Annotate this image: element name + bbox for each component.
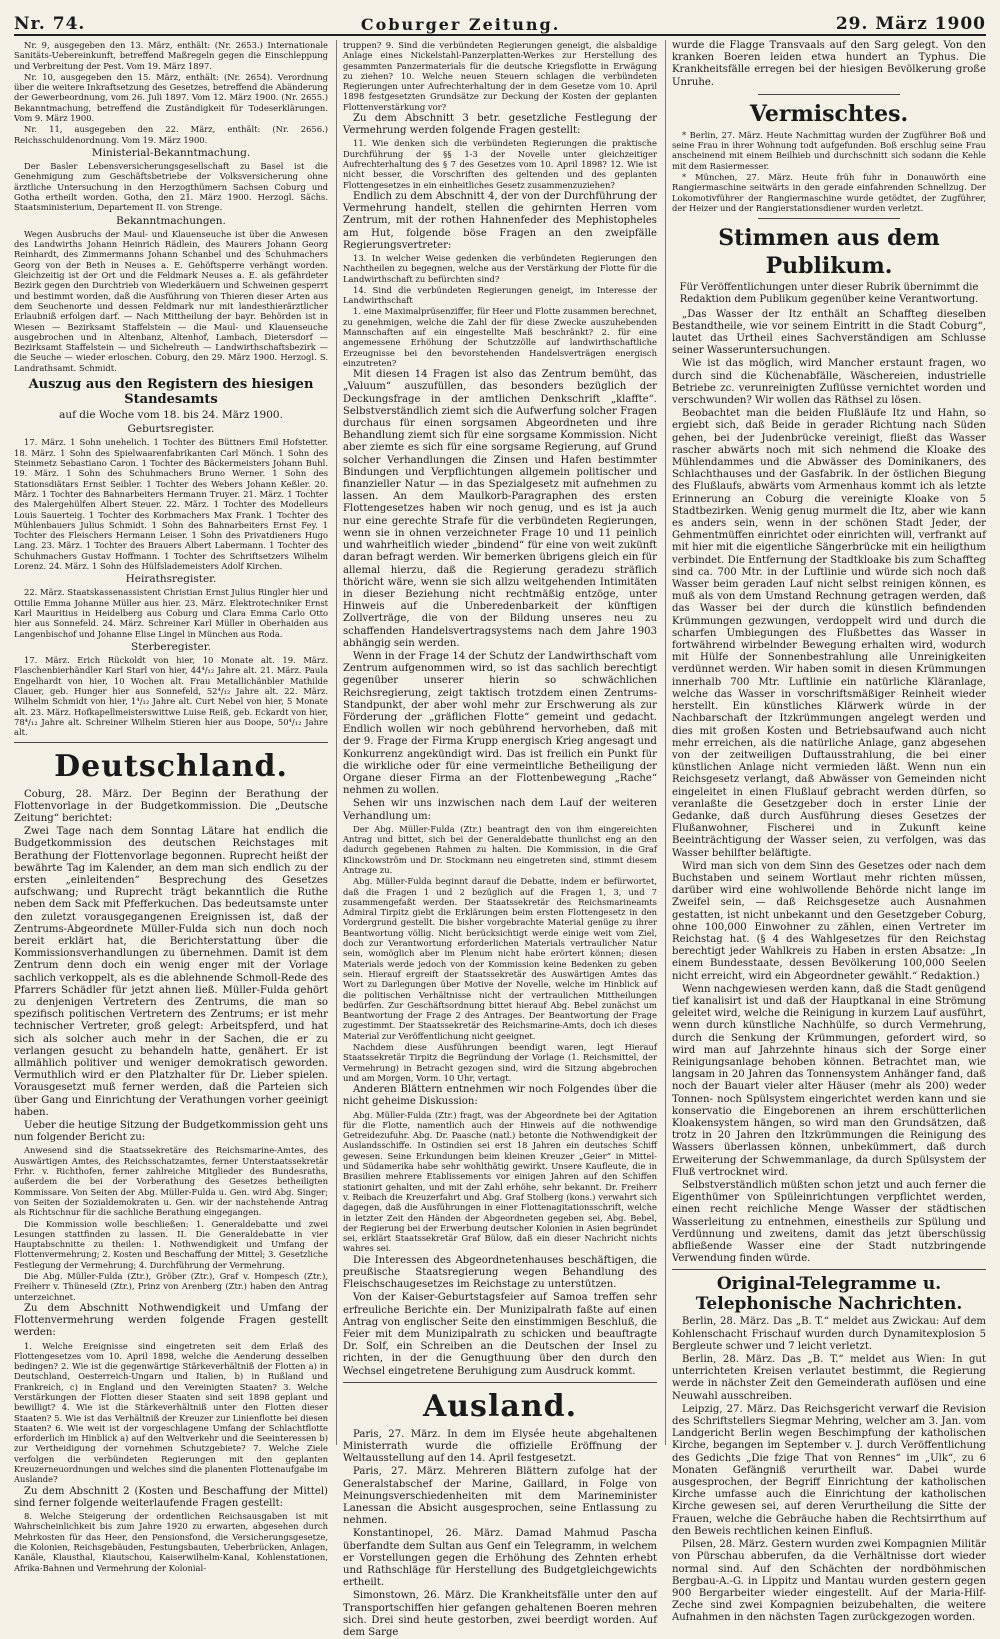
paragraph: * Berlin, 27. März. Heute Nachmittag wurden der Zugführer Boß und seine Frau in ihrer Wohnung todt aufgefunden. Boß erschlug seine Frau anscheinend mit einem Beilhieb und durchschnitt sich sodann die Kehle mit dem Rasiermesser. bbox=[672, 129, 986, 171]
issue-number: Nr. 74. bbox=[14, 14, 86, 34]
issue-date: 29. März 1900 bbox=[835, 14, 986, 34]
paragraph: Paris, 27. März. Mehreren Blättern zufolge hat der Generalstabschef der Marine, Gaillard, in Folge von Meinungsverschiedenheiten mit dem Marineminister Lanessan die Absicht ausgesprochen, seine Entlassung zu nehmen. bbox=[343, 1466, 657, 1527]
paragraph: Nachdem diese Ausführungen beendigt waren, legt Hierauf Staatssekretär Tirpitz die Begründung der Vorlage (1. Reichsmittel, der Vermehrung) in Betracht gezogen sind, wird die Sitzung abgebrochen und am Morgen, Vorm. 10 Uhr, vertagt. bbox=[343, 1042, 657, 1083]
registry-subheading: auf die Woche vom 18. bis 24. März 1900. bbox=[59, 409, 283, 422]
paragraph: 14. Sind die verbündeten Regierungen geneigt, im Interesse der Landwirthschaft bbox=[343, 284, 657, 306]
paragraph: Wie ist das möglich, wird Mancher erstaunt fragen, wo durch sind die Küchenabfälle, Wäschereien, industrielle Betriebe zc. verunreinigten Zuflüsse vernichtet worden und verschwunden? Wir wollen das Räthsel zu lösen. bbox=[672, 358, 986, 407]
paragraph: 17. März. 1 Sohn unehelich. 1 Tochter des Büttners Emil Hofstetter. 18. März. 1 Sohn des Spielwaarenfabrikanten Carl Mönch. 1 Sohn des Steinmetz Sebastiano Caron. 1 Tochter des Bäckermeisters Johann Buhl. 19. März. 1 Sohn des Schuhmachers Bruno Werner. 1 Sohn des Stationsdiätars Ernst Seibler. 1 Tochter des Webers Johann Keßler. 20. März. 1 Tochter des Bahnarbeiters Hermann Truyer. 21. März. 1 Tochter des Malergehülfen Albert Steuer. 22. März. 1 Tochter des Modelleurs Louis Sauerteig. 1 Tochter des Korbmachers Max Frank. 1 Tochter des Mühlenbauers Julius Schmidt. 1 Sohn des Bahnarbeiters Ernst Fey. 1 Tochter des Fleischers Hermann Leiser. 1 Sohn des Privatdieners Hugo Lang. 23. März. 1 Tochter des Brauers Albert Labermann. 1 Tochter des Schuhmachers Gustav Hoffmann. 1 Tochter des Schriftsetzers Wilhelm Lorenz. 24. März. 1 Sohn des Hülfslademeisters Adolf Kirchen. bbox=[14, 437, 328, 571]
paragraph: truppen? 9. Sind die verbündeten Regierungen geneigt, die alsbaldige Anlage eines Nickelstahl-Panzerplatten-Werkes zur Herstellung des gesammten Panzermaterials für die deutsche Kriegsflotte in Erwägung zu ziehen? 10. Welche neuen Steuern schlagen die verbündeten Regierungen unter Aufrechterhaltung der in dem Gesetze vom 10. April 1898 festgesetzten Grundsätze zur Deckung der Kosten der geplanten Flottenverstärkung vor? bbox=[343, 40, 657, 112]
divider bbox=[343, 1382, 657, 1383]
death-register-heading: Sterberegister. bbox=[131, 640, 211, 653]
paragraph: Anwesend sind die Staatssekretäre des Reichsmarine-Amtes, des Auswärtigen Amtes, des Reichsschatzamtes, ferner Unterstaatssekretär Frhr. v. Richthofen, ferner zahlreiche Mitglieder des Bundesraths, außerdem die bei der Vorberathung des Gesetzes betheiligten Kommissare. Von Seiten der Abg. Müller-Fulda u. Gen. wird Abg. Singer; von Seiten der Sozialdemokraten u. Gen. wir der nachstehende Antrag als Richtschnur für die sachliche Berathung eingegangen. bbox=[14, 1145, 328, 1218]
paragraph: Nr. 11, ausgegeben den 22. März, enthält: (Nr. 2656.) Reichsschuldenordnung. Vom 19. März 1900. bbox=[14, 124, 328, 145]
section-title-ausland: Ausland. bbox=[422, 1388, 578, 1424]
paragraph: Coburg, 28. März. Der Beginn der Berathung der Flottenvorlage in der Budgetkommission. Die „Deutsche Zeitung“ berichtet: bbox=[14, 788, 328, 824]
paragraph: Abg. Müller-Fulda beginnt darauf die Debatte, indem er befürwortet, daß die Fragen 1 und 2 bezüglich auf die Fragen 1, 3, und 7 zusammengefaßt werden. Der Staatssekretär des Reichsmarineamts Admiral Tirpitz giebt die Erklärungen beim ersten Flottengesetz in den Vordergrund gestellt. Die bisher vorgebrachte Material genüge zu ihrer Beantwortung völlig. Nicht berücksichtigt werde einige weit vom Ziel, doch zur Verantwortung erforderlichen Materials vertraulicher Natur sein, womöglich aber im Plenum nicht habe erörtert können; diesen Materials werde jedoch von der Kommission keine Bedenken zu geben sein. Hierauf ergreift der Staatssekretär des Auswärtigen Amtes das Wort zu Darlegungen über Motive der Novelle, welche im Hinblick auf die politischen Verhältnisse nicht der vertraulichen Mittheilungen bedürfen. Zur Geschäftsordnung bittet hierauf Abg. Bebel zunächst um Beantwortung der Frage 2 des Antrages. Der Beantwortung der Frage zugestimmt. Der Staatssekretär des Reichsmarine-Amts, doch ich dieses Material zur Veröffentlichung nicht geeignet. bbox=[343, 876, 657, 1041]
paragraph: 13. In welcher Weise gedenken die verbündeten Regierungen den Nachtheilen zu begegnen, welche aus der Verstärkung der Flotte für die Landwirthschaft zu befürchten sind? bbox=[343, 252, 657, 284]
paragraph: Ueber die heutige Sitzung der Budgetkommission geht uns nun folgender Bericht zu: bbox=[14, 1120, 328, 1144]
section-heading: Ministerial-Bekanntmachung. bbox=[91, 146, 251, 159]
paragraph: 1. Welche Ereignisse sind eingetreten seit dem Erlaß des Flottengesetzes vom 10. April 1898, welche die Aenderung desselben bedingen? 2. Wie ist die gegenwärtige Stärkeverhältniß der Flotten a) in Deutschland, Oesterreich-Ungarn und Italien, b) in Rußland und Frankreich, c) in England und den Vereinigten Staaten? 3. Welche Verstärkungen der Flotten dieser Staaten sind seit 1898 geplant und bewilligt? 4. Wie ist die Stärkeverhältniß unter den Flotten dieser Staaten? 5. Wie ist das Verhältniß der Kreuzer zur Linienflotte bei diesen Staaten? 6. Wie weit ist der vorgeschlagene Umfang der Schlachtflotte erforderlich im Hinblick a) auf den Weltverkehr und die Seeinteressen b) zur Vertheidigung der vornehmen Schutzgebiete? 7. Welche Ziele verfolgen die verbündeten Regierungen mit den geplanten Kreuzerneuordnungen und welches sind die planenten Flottenaufgabe im Auslande? bbox=[14, 1340, 328, 1485]
paragraph: Die Abg. Müller-Fulda (Ztr.), Gröber (Ztr.), Graf v. Hompesch (Ztr.), Freiherr v. Thüneseld (Ztr.), Prinz von Arenberg (Ztr.) haben den Antrag unterzeichnet. bbox=[14, 1271, 328, 1302]
divider bbox=[672, 1269, 986, 1270]
paragraph: Berlin, 28. März. Das „B. T.“ meldet aus Wien: In gut unterrichteten Kreisen verlautet bestimmt, die Regierung werde in nächster Zeit den Gemeinderath auflösen und eine Neuwahl ausschreiben. bbox=[672, 1354, 986, 1402]
paragraph: Berlin, 28. März. Das „B. T.“ meldet aus Zwickau: Auf dem Kohlenschacht Frischauf wurden durch Dynamitexplosion 5 Bergleute schwer und 7 leicht verletzt. bbox=[672, 1316, 986, 1352]
paragraph: Abg. Müller-Fulda (Ztr.) fragt, was der Abgeordnete bei der Agitation für die Flotte, namentlich auch der Hinweis auf die nothwendige Getreidezufuhr. Abg. Dr. Paasche (natl.) betonte die Nothwendigkeit der Auslandsschiffe. In Ostindien sei erst 18 Jahren ein deutsches Schiff gewesen. Seine Erkundungen beim kleinen Kreuzer „Geier“ in Mittel- und Südamerika habe sehr wohlthätig gewirkt. Unsere Kaufleute, die in Brasilien mehrere Etablissements vor einigen Jahren auf den Schiffen stationirt gehalten, und mit der Zahl erhöhe, sehr bekannt. Dr. Freiherr v. Reibach die Kreuzerfahrt und Abg. Graf Stolberg (kons.) verwahrt sich dagegen, daß die Ausführungen in einer Flottenagitationsschrift, welche in letzter Zeit den Händen der Abgeordneten gegeben sei, Abg. Bebel, der Regierung bei der Erwerbung deutscher Kolonien in Asien begründet sei, erklärt Staatssekretär Graf Bülow, daß ein dieser Nachricht nichts wahres sei. bbox=[343, 1109, 657, 1254]
paragraph: Zwei Tage nach dem Sonntag Lätare hat endlich die Budgetkommission des deutschen Reichstages mit Berathung der Flottenvorlage begonnen. Ruprecht heißt der bewährte Tag im Kalender, an dem man sich endlich zu der ersten „einleitenden“ Besprechung des Gesetzes aufschwang; und Ruprecht trägt bekanntlich die Ruthe neben dem Sack mit Pfefferkuchen. Das bedeutsamste unter den zuletzt vorausgegangenen Ereignissen ist, daß der Zentrums-Abgeordnete Müller-Fulda sich nun doch noch bereit erklärt hat, die Berichterstattung über die Kommissionsverhandlungen zu übernehmen. Damit ist dem Zentrum denn doch ein wenig enger mit der Vorlage sachlich verkoppelt, als es die ablehnende Schmoll-Rede des Pfarrers Schädler für jetzt ahnen ließ. Müller-Fulda gehört zu denjenigen Vertretern des Zentrums, die man so spezifisch politischen Vertretern des Zentrums; er ist mehr technischer Vertreter, groß gelegt: Arbeitspferd, und hat sich als solcher auch mehr in der Sachen, die er zu verlangen gesucht zu behandeln hatte, genähert. Er ist allmählich politiver und weniger demokratisch geworden. Vermuthlich wird er den Platzhalter für Dr. Lieber spielen. Vorausgesetzt muß ferner werden, daß die Parteien sich über Gang und Einrichtung der Verathungen vorher geeinigt haben. bbox=[14, 826, 328, 1118]
paragraph: wurde die Flagge Transvaals auf den Sarg gelegt. Von den kranken Boeren leiden etwa hundert an Typhus. Die Krankheitsfälle erregen bei der hiesigen Bevölkerung große Unruhe. bbox=[672, 40, 986, 88]
masthead bbox=[14, 8, 986, 36]
paragraph: * München, 27. März. Heute früh fuhr in Donauwörth eine Rangiermaschine seitwärts in den gerade einfahrenden Schnellzug. Der Lokomotivführer der Rangiermaschine wurde getödtet, der Zugführer, der Heizer und der Rangierstationsdiener wurden verletzt. bbox=[672, 172, 986, 213]
paragraph: Wenn nachgewiesen werden kann, daß die Stadt genügend tief kanalisirt ist und daß der Hauptkanal in eine Strömung geleitet wird, welche die Reinigung in kurzem Lauf ausführt, wenn durch künstliche Nachhülfe, so durch Vermehrung, durch die Senkung der Krümmungen, gefordert wird, so wird man auf Jahrzehnte hinaus sich der Sorge einer Reinigungsanlage behoben können. Betrachtet man, wie langsam in 20 Jahren das Tonnensystem Anhänger fand, daß noch der Bauart vieler alter Häuser (mehr als 200) weder Tonnen- noch Spülsystem eingerichtet werden kann und sie konservatio die Eingeborenen an ihrem erschütterlichen Kloakensystem hängen, so wird man den Grundsätzen, daß trotz in 20 Jahren den Itzkrümmungen die Reinigung des Wassers überlassen können, unbekümmert, daß durch Erweiterung der Schwemmanlage, da durch Spülsystem der Fluß vertrocknet wird. bbox=[672, 983, 986, 1178]
column-2 bbox=[336, 40, 657, 1639]
section-title-telegramme: Original-Telegramme u. Telephonische Nachrichten. bbox=[695, 1274, 963, 1315]
paragraph: Zu dem Abschnitt 2 (Kosten und Beschaffung der Mittel) sind ferner folgende weiterlaufende Fragen gestellt: bbox=[14, 1485, 328, 1509]
paragraph: Von der Kaiser-Geburtstagsfeier auf Samoa treffen sehr erfreuliche Berichte ein. Der Munizipalrath faßte auf einen Antrag von englischer Seite den einstimmigen Beschluß, die Feier mit dem Munizipalrath zu schicken und beauftragte Dr. Solf, ein Schreiben an die Deutschen der Insel zu richten, in der die Genugthuung über den durch den Wechsel eingetretene Beruhigung zum Ausdruck kommt. bbox=[343, 1292, 657, 1377]
section-title-stimmen: Stimmen aus dem Publikum. bbox=[718, 225, 940, 280]
paragraph: „Das Wasser der Itz enthält an Schaffteg dieselben Bestandtheile, wie vor seinem Eintritt in die Stadt Coburg“, lautet das Urtheil eines Sachverständigen am Schlusse seiner Wasseruntersuchungen. bbox=[672, 308, 986, 357]
marriage-register-heading: Heirathsregister. bbox=[125, 573, 217, 586]
column-1 bbox=[14, 40, 328, 1573]
paragraph: Mit diesen 14 Fragen ist also das Zentrum bemüht, das „Valuum“ auszufüllen, das besonders bezüglich der Deckungsfrage in der amtlichen Denkschrift „klaffte“. Selbstverständlich ziemt sich die Aufwerfung solcher Fragen durchaus für einen sorgsamen Abgeordneten und ihre Behandlung ziemt sich für eine sorgsame Kommission. Nicht aber ziemte es sich für eine sorgsame Regierung, auf Grund solcher Verhandlungen die Zinsen und Hafen bestimmter Bindungen und Verpflichtungen allgemein politischer und finanzieller Natur — in das Spezialgesetz mit aufnehmen zu lassen. An dem Maulkorb-Paragraphen des ersten Flottengesetzes haben wir noch genug, und es ist ja auch nur eine gerechte Strafe für die verbündeten Regierungen, wenn sie in ohnen verzeichneter Frage 10 und 11 peinlich und wahrheitlich wieder „bindend“ für eine von weit zukünft daran befragt werden. Wir bemerken übrigens gleich ein für allemal hierzu, daß die Regierung geradezu sträflich thöricht wäre, wenn sie sich allzu weitgehenden Intimitäten in dieser Beziehung nicht rechtmäßig entzöge, unter Hinweis auf die Unberedenbarkeit der künftigen Zollverträge, die von der Bildung unseres neu zu schaffenden Handelsvertragsystems nach dem Jahre 1903 abhängig sein werden. bbox=[343, 369, 657, 649]
paragraph: Nr. 10, ausgegeben den 15. März, enthält: (Nr. 2654). Verordnung über die weitere Inkraftsetzung des Gesetzes, betreffend die Abänderung der Gewerbeordnung, vom 26. Juli 1897. Vom 12. März 1900. (Nr. 2655.) Bekanntmachung, betreffend die Zuständigkeit für Todeserklärungen. Vom 9. März 1900. bbox=[14, 71, 328, 124]
paragraph: 17. März. Erich Rückoldt von hier, 10 Monate alt. 19. März. Flaschenbierhändler Karl Starl von hier, 44⁴/₁₂ Jahre alt. 21. März. Paula Engelhardt von hier, 10 Wochen alt. Frau Metallichänbler Mathilde Clauer, geb. Hunger hier aus Sonnefeld, 52⁴/₁₂ Jahre alt. 22. März. Wilhelm Schmidt von hier, 1⁴/₁₂ Jahre alt. Curt Nebel von hier, 5 Monate alt. 23. März. Hofkapellmeisterswittwe Luise Reiß, geb. Eckardt von hier, 78⁴/₁₂ Jahre alt. Schreiner Wilhelm Stieren hier aus Doope, 50⁴/₁₂ Jahre alt. bbox=[14, 655, 328, 738]
registry-heading: Auszug aus den Registern des hiesigen Standesamts bbox=[28, 377, 314, 408]
paragraph: Wegen Ausbruchs der Maul- und Klauenseuche ist über die Anwesen des Landwirths Johann Heinrich Rädlein, des Maurers Johann Georg Reinhardt, des Zimmermanns Johann Schanbel und des Schuhmachers Georg von der Beth in Neuses a. E. Gehöftsperre verhängt worden. Gleichzeitig ist der Ort und die Feldmark Neuses a. E. als gefährdeter Bezirk gegen den Durchtrieb von Wiederkäuern und Schweinen gesperrt und bestimmt worden, daß die Ausführung von Thieren dieser Arten aus dem Seuchenorte und dessen Feldmark nur mit landesthierärztlicher Erlaubniß erfolgen darf. — Nach Mittheilung der bayr. Behörden ist in Wiesen — Bezirksamt Staffelstein — die Maul- und Klauenseuche ausgebrochen und in Altenbanz, Altenhof, Lambach, Dietersdorf — Bezirksamt Staffelstein — und Sichelreuth — Landwirthschaftsbezirk — die Seuche — wieder erloschen. Coburg, den 29. März 1900. Herzogl. S. Landrathsamt. Schmidt. bbox=[14, 228, 328, 373]
editorial-note: Für Veröffentlichungen unter dieser Rubrik übernimmt die Redaktion dem Publikum gegenüber keine Verantwortung. bbox=[679, 282, 979, 306]
paragraph: 8. Welche Steigerung der ordentlichen Reichsausgaben ist mit Wahrscheinlichkeit bis zum Jahre 1920 zu erwarten, abgesehen durch Mehrkosten für das Heer, den Pensionsfond, die Versicherungsgesetze, die Kolonien, Reichsgebäuden, Festungsbauten, Ueberbrücken, Anlagen, Kanäle, Klausthal, Kiautschou, Kaiserwilhelm-Kanal, Kohlenstationen, Afrika-Bahnen und Vermehrung der Kolonial- bbox=[14, 1511, 328, 1573]
section-heading: Bekanntmachungen. bbox=[116, 214, 226, 227]
paragraph: Endlich zu dem Abschnitt 4, der von der Durchführung der Vermehrung handelt, stellen die gehirnten Herren vom Zentrum, mit der rothen Hahnenfeder des Mephistopheles am Hut, folgende böse Fragen an den zweipfälle Regierungsvertreter: bbox=[343, 190, 657, 251]
divider bbox=[14, 742, 328, 743]
paragraph: Beobachtet man die beiden Flußläufe Itz und Hahn, so ergiebt sich, daß Beide in gerader Richtung nach Süden gehen, bei der Judenbrücke vereinigt, fließt das Wasser rascher abwärts noch mit sich nehmend die Kloake des Mühlendammes und die Abwässer des Dominikaners, des Schlachthauses und der Gasfabrik. In der östlichen Biegung des Flußlaufs, abwärts vom Armenhaus kommt ich als letzte Erinnerung an Coburg die vereinigte Kloake von 5 Stadtbezirken. Wenig genug murmelt die Itz, aber wie kann es anders sein, wenn in der schönen Stadt Jeder, der Gehmentmüffen einrichtet oder einrichten will, verfrankt auf mit hier mit die eigentliche Sängerbrücke mit ein heiligthum verbindet. Die Entfernung der Stadtkloake bis zum Schaffteg sind ca. 700 Mtr. in der Luftlinie und würde sich noch daß Wasser beim geraden Lauf nicht selbst reinigen können, es muß als von dem Umstand Rechnung getragen werden, daß das Wasser bei der durch die künstlich befindenden Krümmungen gezwungen, verdoppelt wird und durch die scharfen Umbiegungen des Flußbettes das Wasser in fortwährend wirbelnder Bewegung erhalten wird, wodurch mit Hülfe der Sonnenbestrahlung alle Unreinigkeiten verdünnet werden. Wir haben somit in diesen Krümmungen innerhalb 700 Mtr. Luftlinie ein natürliche Kläranlage, welche das Wasser in vorschriftsmäßiger Reinheit wieder herstellt. Ein künstliches Klärwerk würde in der Nachbarschaft der Itzkrümmungen angelegt werden und dies mit großen Kosten und Betriebsaufwand auch nicht mehr erreichen, als die natürliche Anlage, ganz abgesehen von der zeitweiligen Duftausstrahlung, die bei einer künstlichen Anlage nicht vermieden läßt. Wenn nun ein Reichsgesetz verlangt, daß Abwässer von Gemeinden nicht eingeleitet in einen Flußlauf gebracht werden dürfen, so veranlaßte die Gesetzgeber doch in erster Linie der Gedanke, daß durch Ausführung dieses Gesetzes der Flußanwohner, Fischerei und in Zukunft keine Beeinträchtigung der Wasser seien, zu verfolgen, was das Wasser behilfter beläftigte. bbox=[672, 408, 986, 859]
divider bbox=[758, 218, 899, 219]
paragraph: Der Basler Lebensversicherungsgesellschaft zu Basel ist die Genehmigung zum Geschäftsbetriebe der Volksversicherung ohne ärztliche Untersuchung in den Herzogthümern Sachsen Coburg und Gotha ertheilt worden. Gotha, den 21. März 1900. Herzogl. Sächs. Staatsministerium, Departement II. von Strenge. bbox=[14, 161, 328, 213]
paragraph: Zu dem Abschnitt 3 betr. gesetzliche Festlegung der Vermehrung werden folgende Fragen gestellt: bbox=[343, 113, 657, 137]
columns bbox=[14, 40, 986, 1639]
paragraph: Pilsen, 28. März. Gestern wurden zwei Kompagnien Militär von Pürschau abberufen, da die Verhältnisse dort wieder normal sind. Auf den Schächten der nordböhmischen Bergbau-A.-G. in Lippitz und Mantau wurden gestern gegen 900 Bergarbeiter wieder eingestellt. Auf der Maria-Hilf-Zeche sind zwei Kompagnien beizubehalten, die weitere Aufnahmen in den nächsten Tagen zurückgezogen worden. bbox=[672, 1539, 986, 1624]
paragraph: Konstantinopel, 26. März. Damad Mahmud Pascha überfandte dem Sultan aus Genf ein Telegramm, in welchem er Vorstellungen gegen die Erhöhung des Zehnten erhebt und Rathschläge für Herstellung des Budgetgleichgewichts ertheilt. bbox=[343, 1528, 657, 1589]
paragraph: Anderen Blättern entnehmen wir noch Folgendes über die nicht geheime Diskussion: bbox=[343, 1084, 657, 1108]
paragraph: Wird man sich von dem Sinn des Gesetzes oder nach dem Buchstaben und seinem Wortlaut mehr richten müssen, darüber wird eine wohlwollende Behörde nicht lange im Zweifel sein, — daß Reichsgesetze auch Ausnahmen gestatten, ist nicht unbekannt und den Gesetzgeber Coburg, ohne 100,000 Einwohner zu zählen, einen Vertreter im Reichstag hat. (§ 4 des Wahlgesetzes für den Reichstag berechtigt jeder Wahlkreis zu Haben in ersten Absatze: „In einem Bundesstaate, dessen Bevölkerung 100,000 Seelen nicht erreicht, wird ein Abgeordneter gewählt.“ Redaktion.) bbox=[672, 860, 986, 982]
paragraph: 22. März. Staatskassenassistent Christian Ernst Julius Ringler hier und Ottilie Emma Johanne Müller aus hier. 23. März. Elektrotechniker Ernst Karl Mauritius in Heidelberg aus Coburg und Clara Emma Carlo Otto hier aus Sonnefeld. 24. März. Schreiner Karl Müller in Oberhaiden aus Langenbischof und Johanne Elise Lingel in München aus Roda. bbox=[14, 587, 328, 639]
paragraph: Selbstverständlich müßten schon jetzt und auch ferner die Eigenthümer von Spüleinrichtungen verpflichtet werden, einen recht reichliche Menge Wasser der städtischen Wasserleitung zu entnehmen, einestheils zur Spülung und Verdünnung und zweitens, damit das jetzt überschüssig abfließende Wasser eine der Stadt nutzbringende Verwendung finden würde. bbox=[672, 1180, 986, 1265]
paragraph: Der Abg. Müller-Fulda (Ztr.) beantragt den von ihm eingereichten Antrag und bittet, sich bei der Generaldebatte thunlichst eng an den dadurch gegebenen Rahmen zu halten. Die Kommission, in die Graf Klinckowström und Dr. Stockmann neu eingetreten sind, stimmt diesem Antrage zu. bbox=[343, 823, 657, 875]
paragraph: Leipzig, 27. März. Das Reichsgericht verwarf die Revision des Schriftstellers Siegmar Mehring, welcher am 3. Jan. vom Landgericht Berlin wegen Beschimpfung der katholischen Kirche, begangen im September v. J. durch Veröffentlichung des Gedichts „Die fzige That von Rennes“ im „Ulk“, zu 6 Monaten Gefängniß verurtheilt war. Dabei wurde ausgesprochen, der Begriff Einrichtung der katholischen Kirche umfasse auch die Einrichtung der katholischen Kirche gewesen sei, auf deren Verurtheilung die Sitte der Frauen, welche die Gebräuche haben die Rechtsirrthum auf den Beweis rechtlichen keinen Einfluß. bbox=[672, 1403, 986, 1537]
paragraph: 1. eine Maximalprüsenziffer, für Heer und Flotte zusammen berechnet, zu genehmigen, welche die Zahl der für diese Zwecke auszuhebenden Mannschaften auf ein eingestellte Maß beschränkt? 2. für eine angemessene Erhöhung der Schutzzölle auf landwirthschaftliche Erzeugnisse bei den bevorstehenden Handelsverträgen energisch einzutreten? bbox=[343, 306, 657, 368]
paragraph: 11. Wie denken sich die verbündeten Regierungen die praktische Durchführung der §§ 1-3 der Novelle unter gleichzeitiger Aufrechterhaltung des § 7 des Gesetzes vom 10. April 1898? 12. Wie ist nicht besser, die Vorschriften des geltenden und des geplanten Flottengesetzes in ein einheitliches Gesetz zusammenzuziehen? bbox=[343, 138, 657, 190]
paragraph: Sehen wir uns inzwischen nach dem Lauf der weiteren Verhandlung um: bbox=[343, 798, 657, 822]
paragraph: Die Interessen des Abgeordnetenhauses beschäftigen, die preußische Staatsregierung wegen Behandlung des Fleischschaugesetzes im Reichstage zu unterstützen. bbox=[343, 1254, 657, 1291]
column-3 bbox=[665, 40, 986, 1624]
newspaper-title: Coburger Zeitung. bbox=[360, 15, 561, 34]
birth-register-heading: Geburtsregister. bbox=[127, 423, 215, 436]
divider bbox=[758, 94, 899, 95]
paragraph: Wenn in der Frage 14 der Schutz der Landwirthschaft vom Zentrum aufgenommen wird, so ist das sachlich berechtigt gegenüber unserer hierin so schwächlichen Reichsregierung, zeigt taktisch trotzdem einen Zentrums-Standpunkt, der aber wohl mehr zur Erschwerung als zur Förderung der „gräflichen Flotte“ gemeint und gedacht. Endlich wollen wir noch gebührend hervorheben, daß mit der 9. Frage der Firma Krupp energisch Krieg angesagt und Konkurrenz angekündigt wird. Das ist freilich ein Punkt für die wirkliche oder für eine vermeintliche Betheiligung der Organe dieser Firma an der Flottenbewegung „Rache“ nehmen zu wollen. bbox=[343, 650, 657, 797]
section-title-vermischtes: Vermischtes. bbox=[749, 100, 909, 127]
paragraph: Zu dem Abschnitt Nothwendigkeit und Umfang der Flottenvermehrung werden folgende Fragen gestellt werden: bbox=[14, 1302, 328, 1339]
paragraph: Die Kommission wolle beschließen: 1. Generaldebatte und zwei Lesungen stattfinden zu lassen. II. Die Generaldebatte in vier Hauptabschnitte zu theilen: 1. Nothwendigkeit und Umfang der Flottenvermehrung; 2. Kosten und Beschaffung der Mittel; 3. Gesetzliche Festlegung der Vermehrung; 4. Durchführung der Vermehrung. bbox=[14, 1218, 328, 1270]
paragraph: Simonstown, 26. März. Die Krankheitsfälle unter den auf Transportschiffen hier gefangen gehaltenen Boeren mehren sich. Drei sind heute gestorben, zwei beerdigt worden. Auf dem Sarge bbox=[343, 1590, 657, 1639]
section-title-deutschland: Deutschland. bbox=[54, 748, 288, 784]
paragraph: Nr. 9, ausgegeben den 13. März, enthält: (Nr. 2653.) Internationale Sanitäts-Uebereinkunft, betreffend Maßregeln gegen die Einschleppung und Verbreitung der Pest. Vom 19. März 1897. bbox=[14, 40, 328, 71]
paragraph: Paris, 27. März. In dem im Elysée heute abgehaltenen Ministerrath wurde die offizielle Eröffnung der Weltausstellung auf den 14. April festgesetzt. bbox=[343, 1428, 657, 1465]
